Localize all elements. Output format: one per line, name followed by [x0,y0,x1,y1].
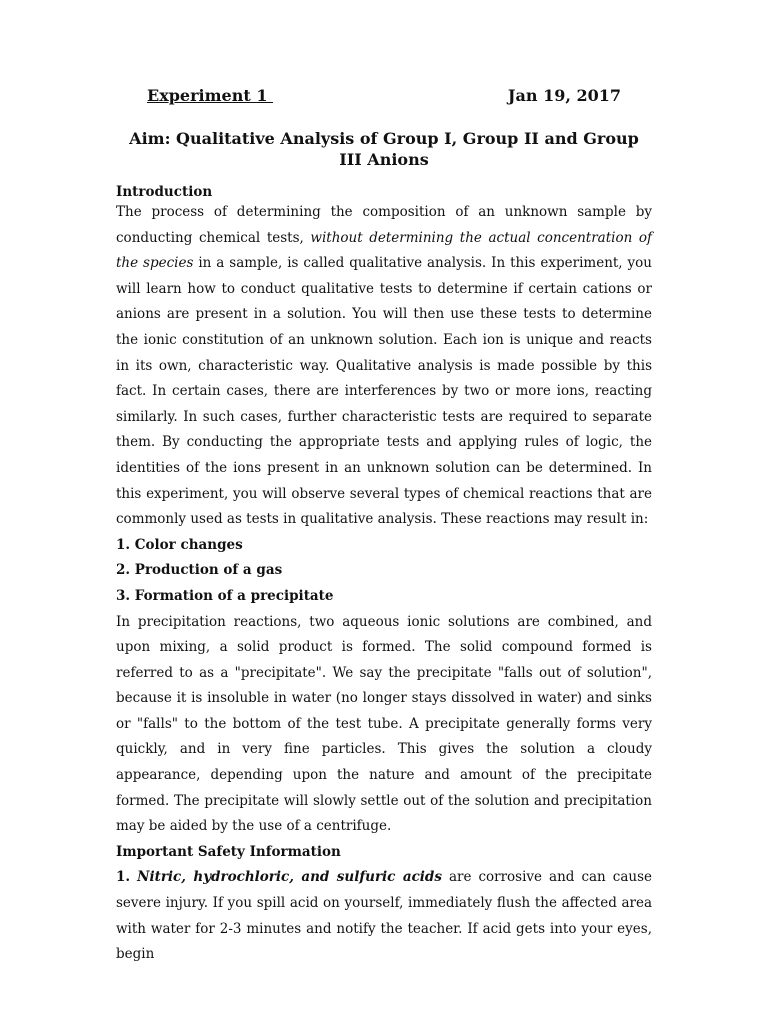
introduction-paragraph [116,200,652,533]
safety-heading: Important Safety Information [116,843,341,860]
intro-text-part1: The process of determining the composition of an unknown sample by conducting chemical tests, [116,204,652,246]
safety-item-1-acids: Nitric, hydrochloric, and sulfuric acids [137,869,442,886]
list-item-color-changes: 1. Color changes [116,536,243,553]
intro-text-part2: in a sample, is called qualitative analysis. In this experiment, you will learn how to conduct qualitative tests to determine if certain cations or anions are present in a solution. You will then use these tests to determine the ionic constitution of an unknown solution. Each ion is unique and reacts in its own, characteristic way. Qualitative analysis is made possible by this fact. In certain cases, there are interferences by two or more ions, reacting similarly. In such cases, further characteristic tests are required to separate them. By conducting the appropriate tests and applying rules of logic, the identities of the ions present in an unknown solution can be determined. In this experiment, you will observe several types of chemical reactions that are commonly used as tests in qualitative analysis. These reactions may result in: [116,255,652,528]
introduction-heading: Introduction [116,184,213,200]
document-body [116,200,652,968]
safety-item-1 [116,865,652,967]
safety-item-1-text: are corrosive and can cause severe injury. If you spill acid on yourself, immediately flush the affected area with water for 2-3 minutes and notify the teacher. If acid gets into your eyes, begin [116,869,652,963]
intro-italic-phrase: without determining the actual concentration of the species [116,229,652,272]
list-item-gas-production: 2. Production of a gas [116,562,283,579]
experiment-date: Jan 19, 2017 [507,86,621,105]
experiment-title: Experiment 1 [147,86,274,105]
precipitation-paragraph: In precipitation reactions, two aqueous ionic solutions are combined, and upon mixing, a solid product is formed. The solid compound formed is referred to as a "precipitate". We say the precipitate "falls out of solution", because it is insoluble in water (no longer stays dissolved in water) and sinks or "falls" to the bottom of the test tube. A precipitate generally forms very quickly, and in very fine particles. This gives the solution a cloudy appearance, depending upon the nature and amount of the precipitate formed. The precipitate will slowly settle out of the solution and precipitation may be aided by the use of a centrifuge. [116,613,652,835]
safety-item-1-number: 1. [116,869,131,886]
document-header [147,86,621,110]
list-item-precipitate: 3. Formation of a precipitate [116,587,334,604]
aim-heading: Aim: Qualitative Analysis of Group I, Group II and Group III Anions [129,129,639,169]
